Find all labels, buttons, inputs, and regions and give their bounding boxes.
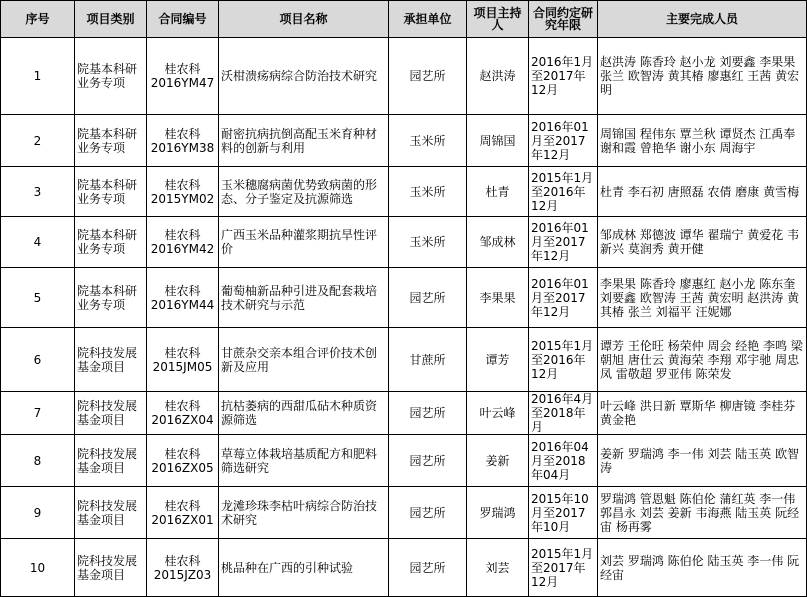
cell-name[interactable]: 龙滩珍珠李枯叶病综合防治技术研究 <box>219 487 389 539</box>
cell-no[interactable]: 6 <box>1 328 75 392</box>
cell-leader[interactable]: 刘芸 <box>467 539 529 597</box>
header-unit[interactable]: 承担单位 <box>389 1 467 38</box>
header-name[interactable]: 项目名称 <box>219 1 389 38</box>
table-row <box>1 115 807 167</box>
cell-members[interactable]: 杜青 李石初 唐照磊 农倩 磨康 黄雪梅 <box>598 167 807 217</box>
table-row <box>1 167 807 217</box>
cell-no[interactable]: 9 <box>1 487 75 539</box>
cell-members[interactable]: 叶云峰 洪日新 覃斯华 柳唐镜 李桂芬 黄金艳 <box>598 392 807 435</box>
cell-period[interactable]: 2016年01月至2017年12月 <box>529 115 598 167</box>
cell-category[interactable]: 院科技发展基金项目 <box>75 539 147 597</box>
cell-category[interactable]: 院科技发展基金项目 <box>75 328 147 392</box>
header-contract[interactable]: 合同编号 <box>147 1 219 38</box>
cell-category[interactable]: 院科技发展基金项目 <box>75 487 147 539</box>
cell-unit[interactable]: 玉米所 <box>389 115 467 167</box>
cell-leader[interactable]: 杜青 <box>467 167 529 217</box>
cell-name[interactable]: 耐密抗病抗倒高配玉米育种材料的创新与利用 <box>219 115 389 167</box>
cell-members[interactable]: 周锦国 程伟东 覃兰秋 谭贤杰 江禹奉 谢和霞 曾艳华 谢小东 周海宇 <box>598 115 807 167</box>
cell-leader[interactable]: 罗瑞鸿 <box>467 487 529 539</box>
cell-category[interactable]: 院基本科研业务专项 <box>75 268 147 328</box>
cell-unit[interactable]: 玉米所 <box>389 167 467 217</box>
cell-period[interactable]: 2016年01月至2017年12月 <box>529 217 598 268</box>
cell-period[interactable]: 2015年1月至2016年12月 <box>529 328 598 392</box>
cell-period[interactable]: 2016年01月至2017年12月 <box>529 268 598 328</box>
cell-category[interactable]: 院基本科研业务专项 <box>75 167 147 217</box>
cell-members[interactable]: 李果果 陈香玲 廖惠红 赵小龙 陈东奎 刘要鑫 欧智涛 王茜 黄宏明 赵洪涛 黄其椿 张兰 刘福平 汪妮娜 <box>598 268 807 328</box>
cell-no[interactable]: 2 <box>1 115 75 167</box>
cell-leader[interactable]: 叶云峰 <box>467 392 529 435</box>
cell-name[interactable]: 玉米穗腐病菌优势致病菌的形态、分子鉴定及抗源筛选 <box>219 167 389 217</box>
cell-category[interactable]: 院科技发展基金项目 <box>75 392 147 435</box>
cell-name[interactable]: 桃品种在广西的引种试验 <box>219 539 389 597</box>
cell-contract[interactable]: 桂农科2016YM44 <box>147 268 219 328</box>
cell-contract[interactable]: 桂农科2016YM47 <box>147 38 219 115</box>
table-row <box>1 217 807 268</box>
cell-leader[interactable]: 谭芳 <box>467 328 529 392</box>
cell-no[interactable]: 7 <box>1 392 75 435</box>
cell-unit[interactable]: 园艺所 <box>389 38 467 115</box>
cell-unit[interactable]: 园艺所 <box>389 487 467 539</box>
table-row <box>1 392 807 435</box>
cell-category[interactable]: 院基本科研业务专项 <box>75 38 147 115</box>
cell-category[interactable]: 院科技发展基金项目 <box>75 435 147 487</box>
cell-name[interactable]: 抗枯萎病的西甜瓜砧木种质资源筛选 <box>219 392 389 435</box>
cell-contract[interactable]: 桂农科2015JZ03 <box>147 539 219 597</box>
cell-contract[interactable]: 桂农科2016YM38 <box>147 115 219 167</box>
cell-leader[interactable]: 赵洪涛 <box>467 38 529 115</box>
header-period[interactable]: 合同约定研究年限 <box>529 1 598 38</box>
cell-members[interactable]: 刘芸 罗瑞鸿 陈伯伦 陆玉英 李一伟 阮经宙 <box>598 539 807 597</box>
cell-no[interactable]: 4 <box>1 217 75 268</box>
table-row <box>1 38 807 115</box>
cell-contract[interactable]: 桂农科2015YM02 <box>147 167 219 217</box>
table-row <box>1 268 807 328</box>
cell-unit[interactable]: 园艺所 <box>389 268 467 328</box>
cell-period[interactable]: 2015年10月至2017年10月 <box>529 487 598 539</box>
cell-contract[interactable]: 桂农科2015JM05 <box>147 328 219 392</box>
cell-leader[interactable]: 邹成林 <box>467 217 529 268</box>
table-row <box>1 539 807 597</box>
table-row <box>1 328 807 392</box>
cell-no[interactable]: 10 <box>1 539 75 597</box>
cell-unit[interactable]: 甘蔗所 <box>389 328 467 392</box>
cell-unit[interactable]: 园艺所 <box>389 392 467 435</box>
cell-name[interactable]: 甘蔗杂交亲本组合评价技术创新及应用 <box>219 328 389 392</box>
cell-period[interactable]: 2016年1月至2017年12月 <box>529 38 598 115</box>
cell-no[interactable]: 5 <box>1 268 75 328</box>
cell-contract[interactable]: 桂农科2016ZX04 <box>147 392 219 435</box>
cell-members[interactable]: 罗瑞鸿 管恩魁 陈伯伦 蒲红英 李一伟 郭昌永 刘芸 姜新 韦海燕 陆玉英 阮经宙 杨再雾 <box>598 487 807 539</box>
table-row <box>1 487 807 539</box>
cell-name[interactable]: 沃柑溃疡病综合防治技术研究 <box>219 38 389 115</box>
cell-name[interactable]: 草莓立体栽培基质配方和肥料筛选研究 <box>219 435 389 487</box>
cell-contract[interactable]: 桂农科2016YM42 <box>147 217 219 268</box>
cell-leader[interactable]: 李果果 <box>467 268 529 328</box>
cell-unit[interactable]: 园艺所 <box>389 539 467 597</box>
cell-unit[interactable]: 园艺所 <box>389 435 467 487</box>
cell-no[interactable]: 1 <box>1 38 75 115</box>
cell-no[interactable]: 8 <box>1 435 75 487</box>
cell-members[interactable]: 姜新 罗瑞鸿 李一伟 刘芸 陆玉英 欧智涛 <box>598 435 807 487</box>
cell-members[interactable]: 邹成林 郑德波 谭华 翟瑞宁 黄爱花 韦新兴 莫润秀 黄开健 <box>598 217 807 268</box>
header-no[interactable]: 序号 <box>1 1 75 38</box>
cell-members[interactable]: 谭芳 王伦旺 杨荣仲 周会 经艳 李鸣 梁朝旭 唐仕云 黄海荣 李翔 邓宇驰 周忠凤 雷敬超 罗亚伟 陈荣发 <box>598 328 807 392</box>
cell-members[interactable]: 赵洪涛 陈香玲 赵小龙 刘要鑫 李果果 张兰 欧智涛 黄其椿 廖惠红 王茜 黄宏明 <box>598 38 807 115</box>
header-row <box>1 1 807 38</box>
cell-category[interactable]: 院基本科研业务专项 <box>75 217 147 268</box>
cell-unit[interactable]: 玉米所 <box>389 217 467 268</box>
cell-contract[interactable]: 桂农科2016ZX01 <box>147 487 219 539</box>
cell-contract[interactable]: 桂农科2016ZX05 <box>147 435 219 487</box>
cell-name[interactable]: 葡萄柚新品种引进及配套栽培技术研究与示范 <box>219 268 389 328</box>
table-row <box>1 435 807 487</box>
cell-period[interactable]: 2016年4月至2018年月 <box>529 392 598 435</box>
header-leader[interactable]: 项目主持人 <box>467 1 529 38</box>
cell-leader[interactable]: 姜新 <box>467 435 529 487</box>
header-members[interactable]: 主要完成人员 <box>598 1 807 38</box>
cell-name[interactable]: 广西玉米品种灌浆期抗旱性评价 <box>219 217 389 268</box>
cell-leader[interactable]: 周锦国 <box>467 115 529 167</box>
cell-period[interactable]: 2016年04月至2018年04月 <box>529 435 598 487</box>
cell-no[interactable]: 3 <box>1 167 75 217</box>
cell-category[interactable]: 院基本科研业务专项 <box>75 115 147 167</box>
cell-period[interactable]: 2015年1月至2016年12月 <box>529 167 598 217</box>
cell-period[interactable]: 2015年1月至2017年12月 <box>529 539 598 597</box>
header-category[interactable]: 项目类别 <box>75 1 147 38</box>
